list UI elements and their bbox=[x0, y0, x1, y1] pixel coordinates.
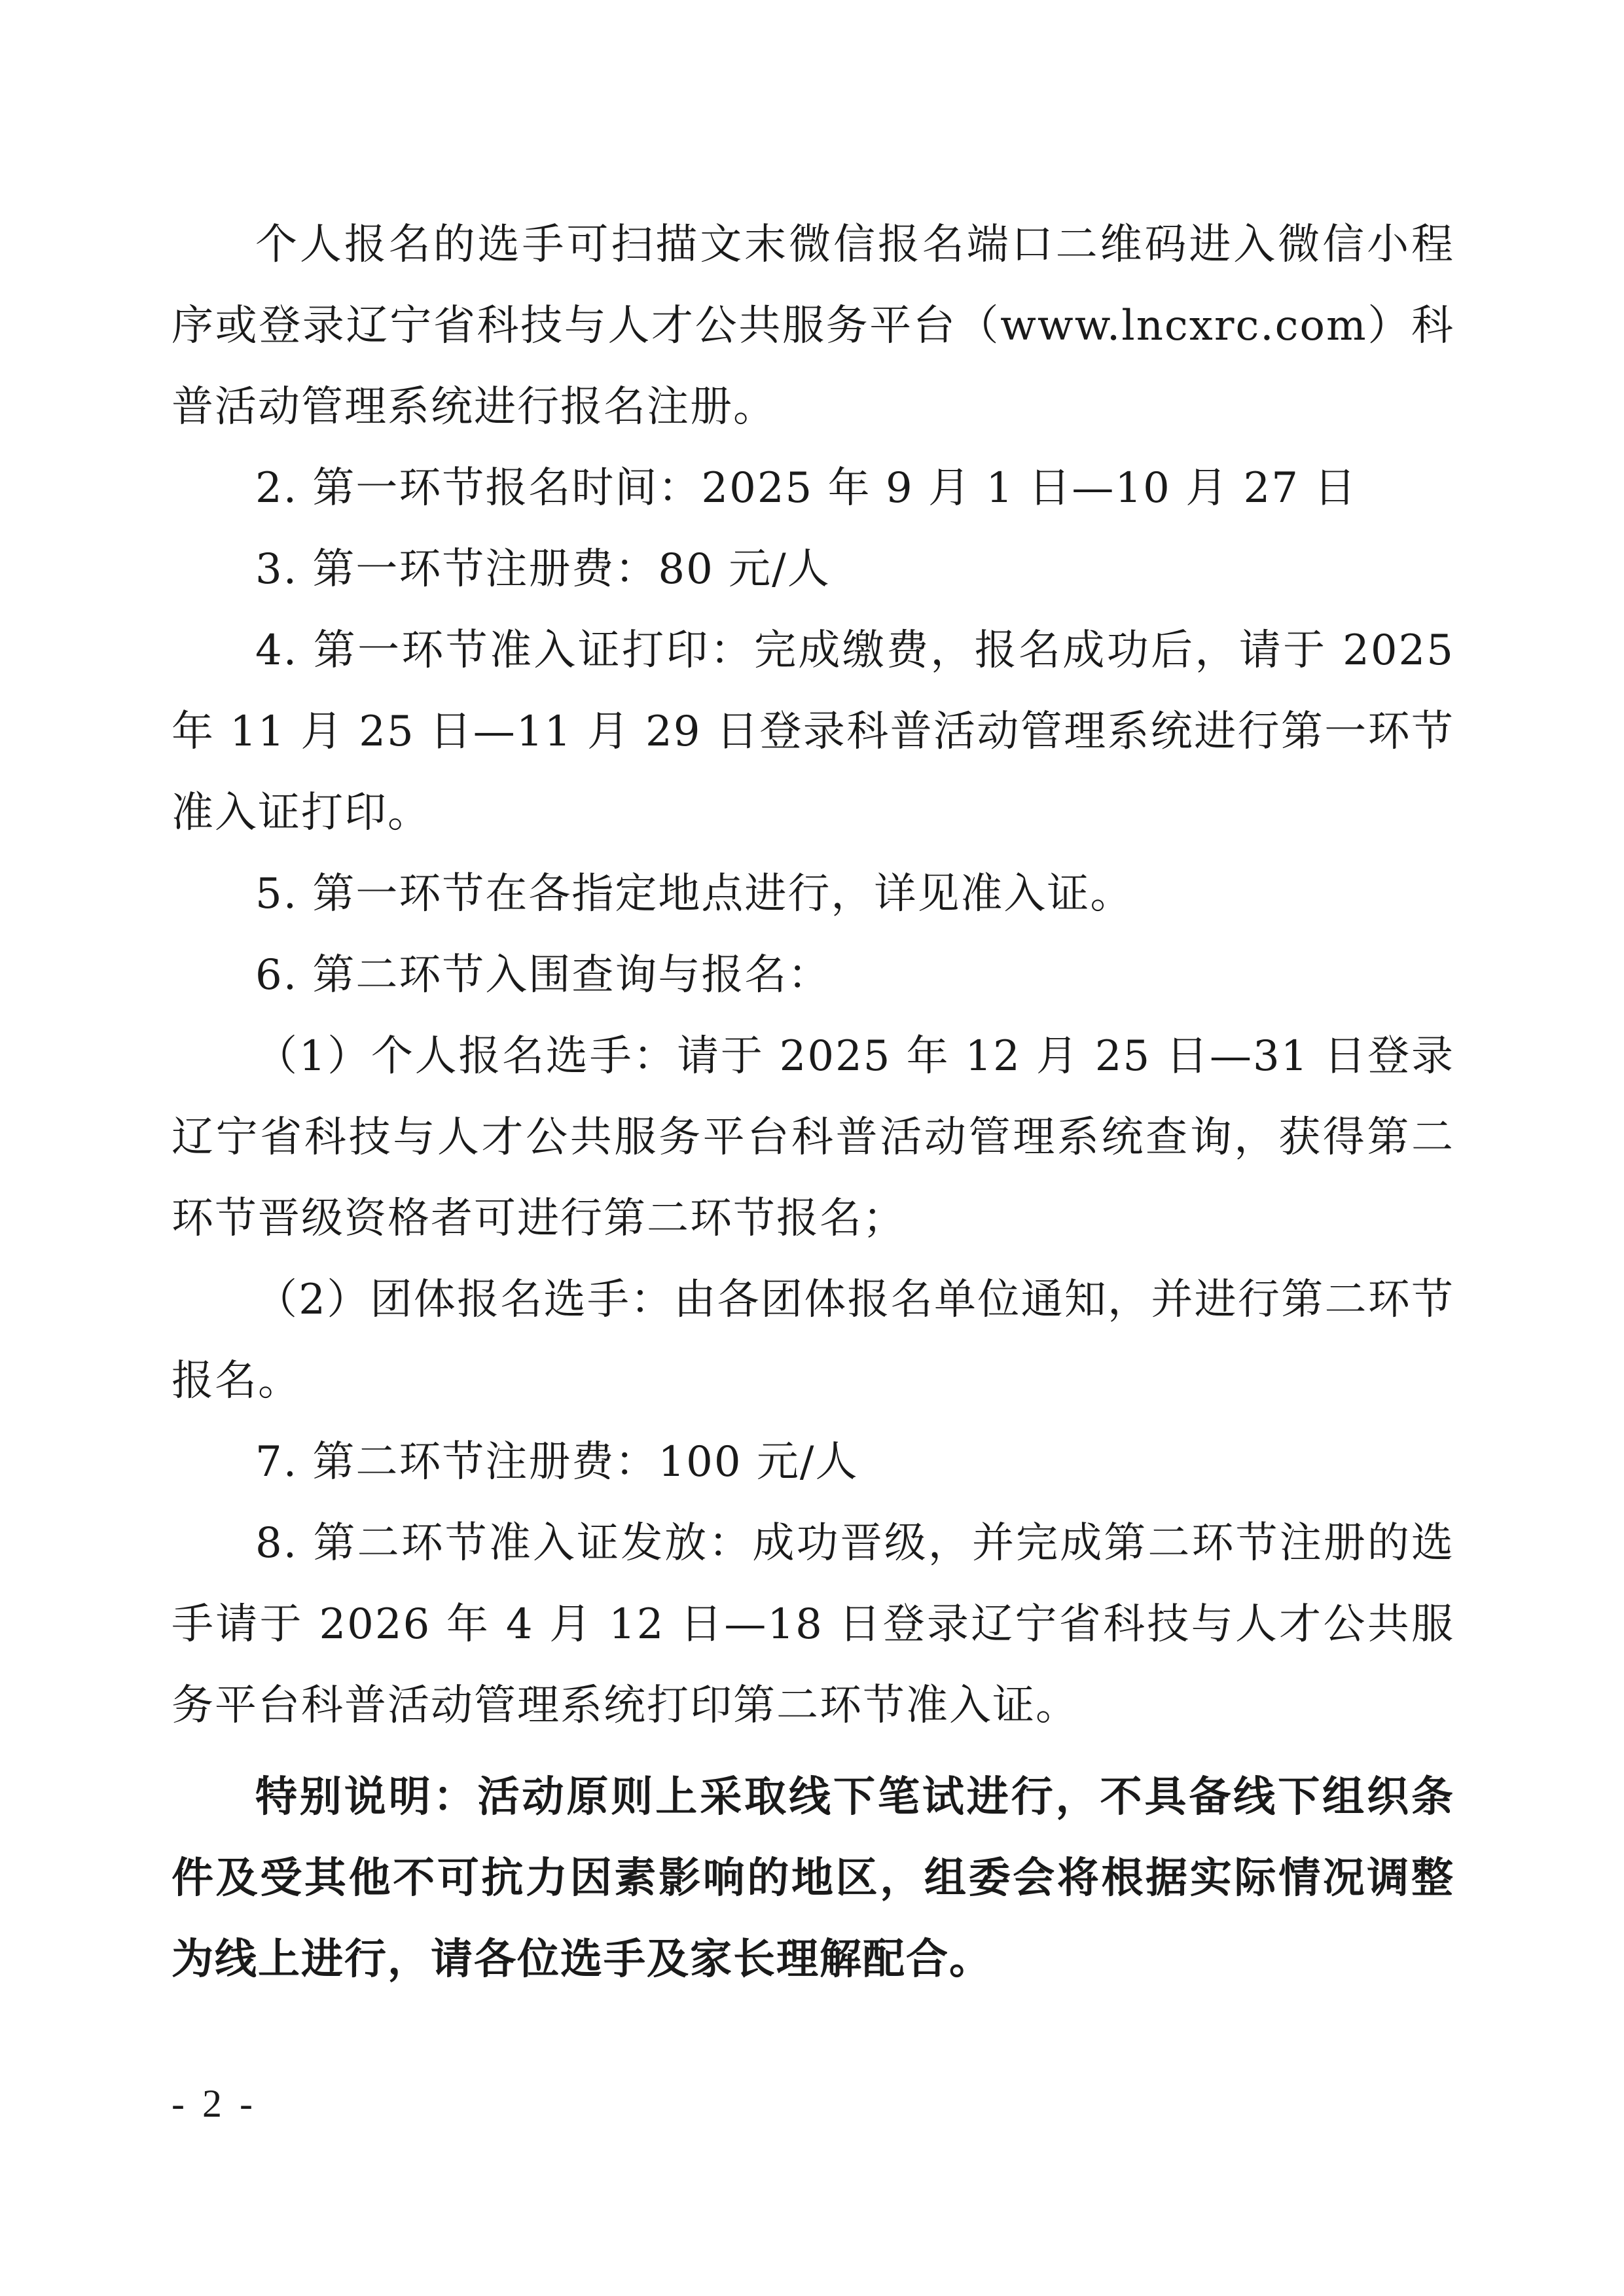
paragraph-first-stage-location: 5. 第一环节在各指定地点进行，详见准入证。 bbox=[255, 870, 1134, 918]
paragraph-second-stage-query: 6. 第二环节入围查询与报名： bbox=[255, 951, 831, 999]
paragraph-second-stage-fee: 7. 第二环节注册费：100 元/人 bbox=[255, 1438, 859, 1486]
paragraph-individual-contestants: （1）个人报名选手：请于 2025 年 12 月 25 日—31 日登录辽宁省科技与人才公共服务平台科普活动管理系统查询，获得第二环节晋级资格者可进行第二环节报名； bbox=[171, 1032, 1454, 1243]
paragraph-first-stage-registration-time: 2. 第一环节报名时间：2025 年 9 月 1 日—10 月 27 日 bbox=[255, 464, 1358, 512]
paragraph-first-stage-admission-print: 4. 第一环节准入证打印：完成缴费，报名成功后，请于 2025 年 11 月 25 日—11 月 29 日登录科普活动管理系统进行第一环节准入证打印。 bbox=[171, 626, 1454, 837]
document-body bbox=[171, 204, 1454, 2000]
page-number: - 2 - bbox=[171, 2082, 257, 2125]
paragraph-group-contestants: （2）团体报名选手：由各团体报名单位通知，并进行第二环节报名。 bbox=[171, 1276, 1454, 1405]
paragraph-first-stage-fee: 3. 第一环节注册费：80 元/人 bbox=[255, 545, 831, 594]
paragraph-registration-method: 个人报名的选手可扫描文末微信报名端口二维码进入微信小程序或登录辽宁省科技与人才公共服务平台（www.lncxrc.com）科普活动管理系统进行报名注册。 bbox=[171, 221, 1454, 431]
special-note: 特别说明：活动原则上采取线下笔试进行，不具备线下组织条件及受其他不可抗力因素影响的地区，组委会将根据实际情况调整为线上进行，请各位选手及家长理解配合。 bbox=[171, 1773, 1454, 1984]
paragraph-second-stage-admission: 8. 第二环节准入证发放：成功晋级，并完成第二环节注册的选手请于 2026 年 4 月 12 日—18 日登录辽宁省科技与人才公共服务平台科普活动管理系统打印第二环节准入证。 bbox=[171, 1519, 1454, 1730]
